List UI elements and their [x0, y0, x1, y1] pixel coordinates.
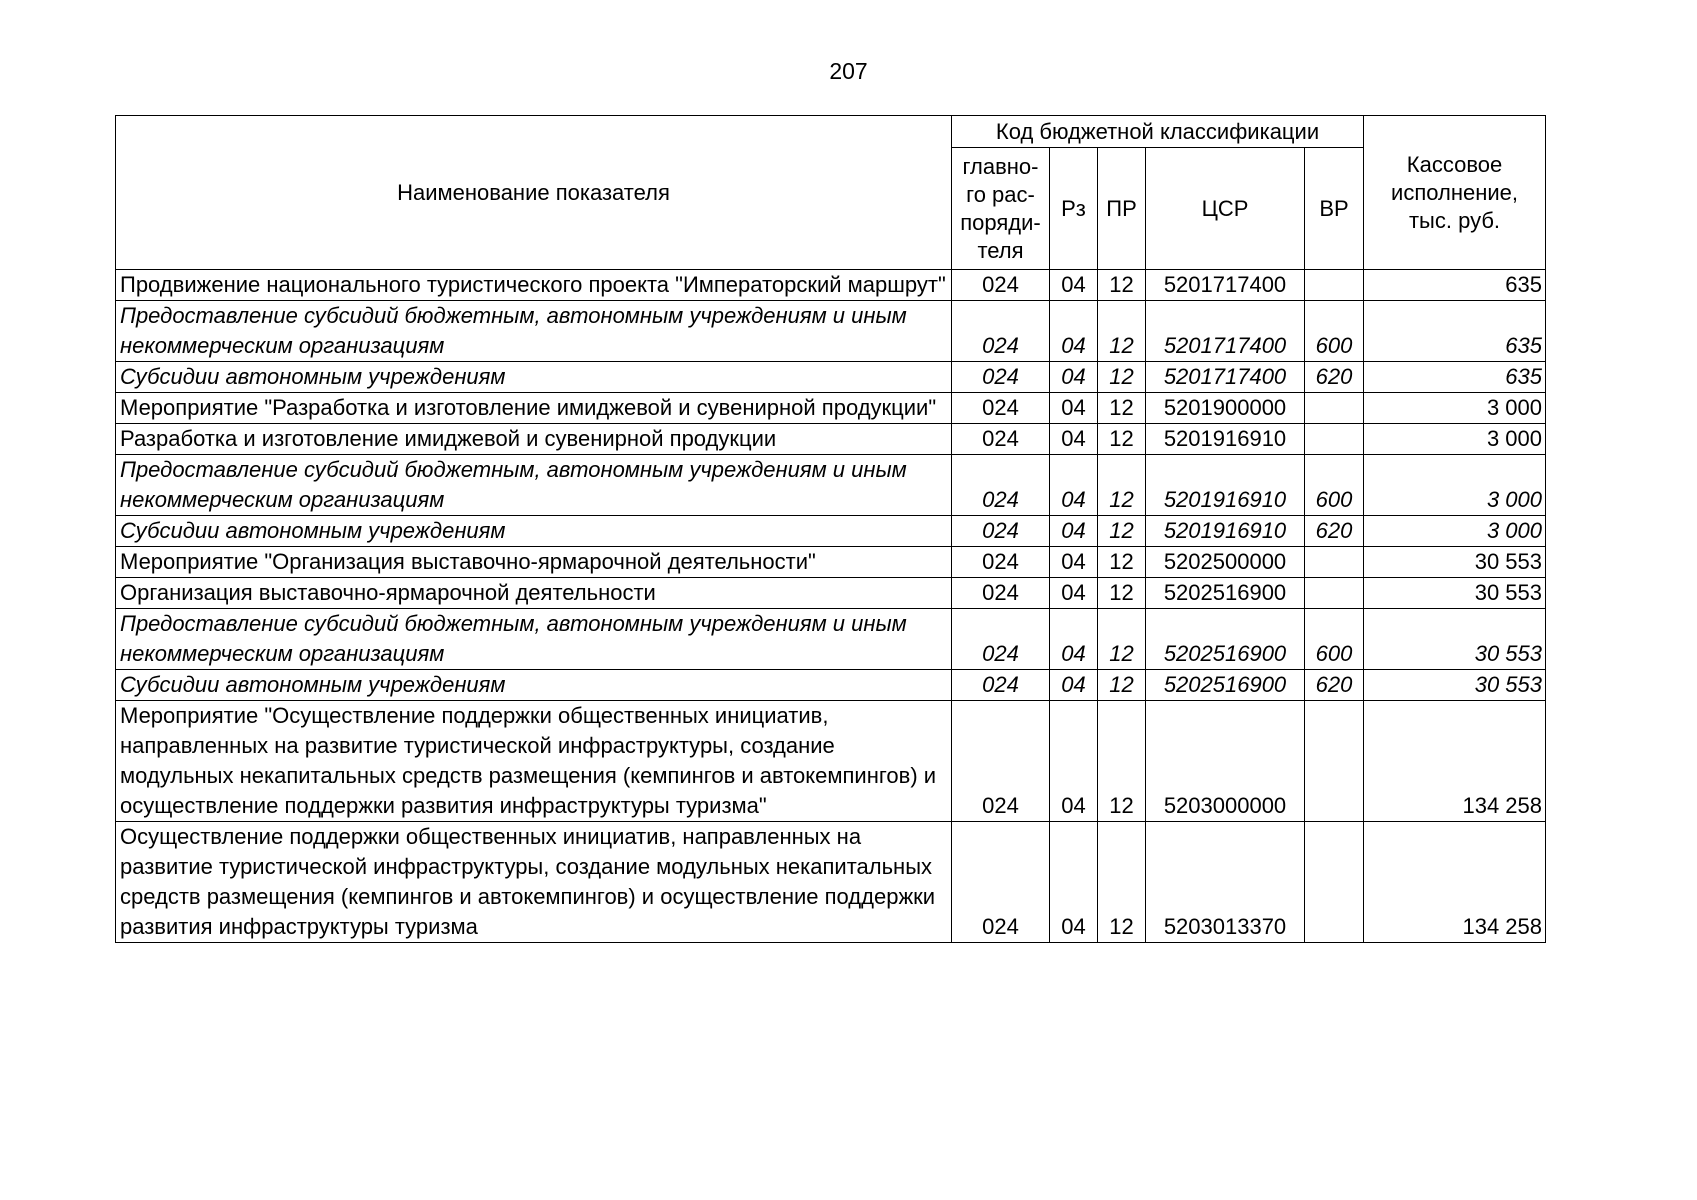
budget-table	[115, 115, 1546, 943]
cell-pr: 12	[1098, 301, 1146, 362]
cell-vr	[1305, 547, 1364, 578]
page-number: 207	[829, 58, 868, 84]
cell-name: Предоставление субсидий бюджетным, автономным учреждениям и иным некоммерческим организациям	[116, 609, 952, 670]
header-name: Наименование показателя	[116, 116, 952, 270]
cell-glav: 024	[952, 301, 1050, 362]
cell-pr: 12	[1098, 393, 1146, 424]
cell-csr: 5201916910	[1146, 424, 1305, 455]
table-row	[116, 362, 1546, 393]
cell-pr: 12	[1098, 424, 1146, 455]
table-row	[116, 455, 1546, 516]
cell-vr: 600	[1305, 301, 1364, 362]
cell-name: Субсидии автономным учреждениям	[116, 516, 952, 547]
cell-csr: 5201900000	[1146, 393, 1305, 424]
cell-amount: 30 553	[1364, 547, 1546, 578]
table-row	[116, 547, 1546, 578]
header-vr: ВР	[1305, 148, 1364, 270]
cell-rz: 04	[1050, 270, 1098, 301]
cell-vr: 620	[1305, 670, 1364, 701]
header-csr: ЦСР	[1146, 148, 1305, 270]
cell-name: Предоставление субсидий бюджетным, автономным учреждениям и иным некоммерческим организациям	[116, 301, 952, 362]
table-row	[116, 578, 1546, 609]
header-pr: ПР	[1098, 148, 1146, 270]
table-row	[116, 516, 1546, 547]
cell-amount: 30 553	[1364, 609, 1546, 670]
cell-name: Разработка и изготовление имиджевой и сувенирной продукции	[116, 424, 952, 455]
cell-vr: 620	[1305, 362, 1364, 393]
cell-rz: 04	[1050, 455, 1098, 516]
cell-amount: 30 553	[1364, 578, 1546, 609]
cell-name: Продвижение национального туристического проекта "Императорский маршрут"	[116, 270, 952, 301]
cell-rz: 04	[1050, 578, 1098, 609]
cell-amount: 134 258	[1364, 701, 1546, 822]
cell-vr: 600	[1305, 455, 1364, 516]
cell-csr: 5202516900	[1146, 578, 1305, 609]
cell-vr	[1305, 270, 1364, 301]
cell-pr: 12	[1098, 609, 1146, 670]
cell-rz: 04	[1050, 822, 1098, 943]
cell-glav: 024	[952, 609, 1050, 670]
cell-amount: 3 000	[1364, 516, 1546, 547]
cell-rz: 04	[1050, 362, 1098, 393]
cell-name: Мероприятие "Осуществление поддержки общественных инициатив, направленных на развитие туристической инфраструктуры, создание модульных некапитальных средств размещения (кемпингов и автокемпингов) и осуществление поддержки развития инфраструктуры туризма"	[116, 701, 952, 822]
cell-glav: 024	[952, 455, 1050, 516]
cell-csr: 5201916910	[1146, 516, 1305, 547]
header-rz: Рз	[1050, 148, 1098, 270]
cell-pr: 12	[1098, 455, 1146, 516]
cell-rz: 04	[1050, 701, 1098, 822]
header-amount: Кассовое исполнение, тыс. руб.	[1364, 116, 1546, 270]
cell-pr: 12	[1098, 578, 1146, 609]
cell-glav: 024	[952, 547, 1050, 578]
cell-vr	[1305, 424, 1364, 455]
cell-amount: 3 000	[1364, 393, 1546, 424]
cell-glav: 024	[952, 393, 1050, 424]
cell-csr: 5203000000	[1146, 701, 1305, 822]
table-body	[116, 270, 1546, 943]
cell-csr: 5202516900	[1146, 670, 1305, 701]
cell-glav: 024	[952, 670, 1050, 701]
cell-glav: 024	[952, 424, 1050, 455]
table-row	[116, 393, 1546, 424]
cell-rz: 04	[1050, 670, 1098, 701]
cell-pr: 12	[1098, 701, 1146, 822]
cell-glav: 024	[952, 578, 1050, 609]
cell-csr: 5201717400	[1146, 301, 1305, 362]
cell-amount: 635	[1364, 362, 1546, 393]
table-row	[116, 301, 1546, 362]
table-header	[116, 116, 1546, 270]
cell-rz: 04	[1050, 301, 1098, 362]
cell-pr: 12	[1098, 516, 1146, 547]
cell-vr	[1305, 578, 1364, 609]
cell-csr: 5201916910	[1146, 455, 1305, 516]
cell-amount: 3 000	[1364, 424, 1546, 455]
cell-csr: 5202500000	[1146, 547, 1305, 578]
cell-rz: 04	[1050, 393, 1098, 424]
cell-glav: 024	[952, 270, 1050, 301]
cell-vr: 600	[1305, 609, 1364, 670]
cell-name: Субсидии автономным учреждениям	[116, 362, 952, 393]
cell-csr: 5201717400	[1146, 270, 1305, 301]
cell-name: Предоставление субсидий бюджетным, автономным учреждениям и иным некоммерческим организациям	[116, 455, 952, 516]
cell-pr: 12	[1098, 547, 1146, 578]
cell-vr	[1305, 822, 1364, 943]
cell-vr: 620	[1305, 516, 1364, 547]
cell-name: Субсидии автономным учреждениям	[116, 670, 952, 701]
cell-rz: 04	[1050, 516, 1098, 547]
cell-amount: 3 000	[1364, 455, 1546, 516]
cell-glav: 024	[952, 516, 1050, 547]
header-glavny: главно-го рас-поряди-теля	[952, 148, 1050, 270]
table-row	[116, 701, 1546, 822]
cell-vr	[1305, 393, 1364, 424]
table-row	[116, 424, 1546, 455]
cell-csr: 5201717400	[1146, 362, 1305, 393]
cell-pr: 12	[1098, 362, 1146, 393]
cell-amount: 635	[1364, 301, 1546, 362]
cell-csr: 5203013370	[1146, 822, 1305, 943]
cell-glav: 024	[952, 362, 1050, 393]
cell-name: Организация выставочно-ярмарочной деятельности	[116, 578, 952, 609]
cell-pr: 12	[1098, 270, 1146, 301]
cell-csr: 5202516900	[1146, 609, 1305, 670]
cell-amount: 134 258	[1364, 822, 1546, 943]
cell-glav: 024	[952, 822, 1050, 943]
cell-name: Мероприятие "Организация выставочно-ярмарочной деятельности"	[116, 547, 952, 578]
table-row	[116, 270, 1546, 301]
cell-amount: 30 553	[1364, 670, 1546, 701]
cell-pr: 12	[1098, 670, 1146, 701]
cell-rz: 04	[1050, 609, 1098, 670]
table-row	[116, 670, 1546, 701]
cell-vr	[1305, 701, 1364, 822]
table-row	[116, 609, 1546, 670]
cell-pr: 12	[1098, 822, 1146, 943]
table-row	[116, 822, 1546, 943]
cell-name: Осуществление поддержки общественных инициатив, направленных на развитие туристической инфраструктуры, создание модульных некапитальных средств размещения (кемпингов и автокемпингов) и осуществление поддержки развития инфраструктуры туризма	[116, 822, 952, 943]
cell-name: Мероприятие "Разработка и изготовление имиджевой и сувенирной продукции"	[116, 393, 952, 424]
cell-glav: 024	[952, 701, 1050, 822]
cell-amount: 635	[1364, 270, 1546, 301]
header-code-group: Код бюджетной классификации	[952, 116, 1364, 148]
cell-rz: 04	[1050, 547, 1098, 578]
cell-rz: 04	[1050, 424, 1098, 455]
